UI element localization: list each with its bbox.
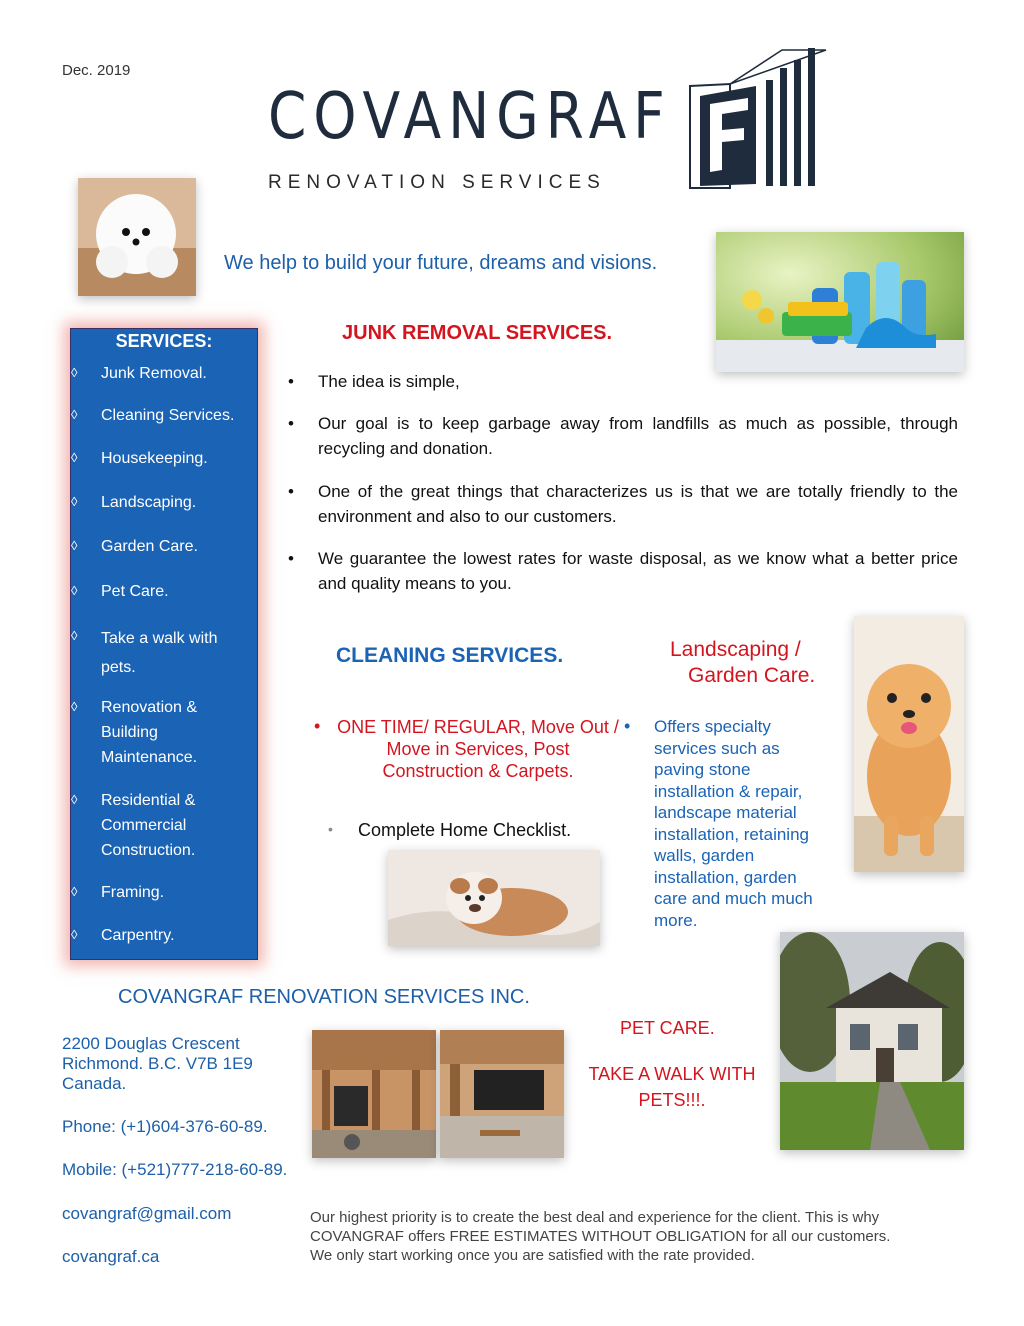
sidebar-item-framing: Framing. [101,884,165,901]
brand-name: COVANGRAF [268,80,672,154]
sidebar-item-housekeeping: Housekeeping. [101,450,208,467]
covangraf-logo-icon [686,46,830,190]
diamond-bullet-icon: ◊ [71,927,78,942]
services-sidebar [70,328,258,960]
address-line-3: Canada. [62,1074,127,1093]
walk-pets-text: TAKE A WALK WITH PETS!!!. [588,1064,756,1110]
house-photo [780,932,964,1150]
landscaping-title-line2: Garden Care. [688,664,816,687]
home-checklist: Complete Home Checklist. [358,820,572,840]
diamond-bullet-icon: ◊ [71,494,78,509]
sidebar-item-walk-with-pets: Take a walk with pets. [101,630,218,676]
landscaping-title-line1: Landscaping / [670,638,801,661]
bullet-icon: • [288,549,294,568]
diamond-bullet-icon: ◊ [71,365,78,380]
diamond-bullet-icon: ◊ [71,628,78,643]
junk-removal-title: JUNK REMOVAL SERVICES. [342,322,613,344]
mobile-number: Mobile: (+521)777-218-60-89. [62,1160,288,1179]
website-link[interactable]: covangraf.ca [62,1247,160,1266]
footer-note: Our highest priority is to create the best deal and experience for the client. This is why COVANGRAF offers FREE ESTIMATES WITHOUT OBLIGATION for all our customers. We only start working once you are satisfied with the rate provided. [310,1209,891,1264]
sidebar-item-garden-care: Garden Care. [101,538,198,555]
construction-site-photo-2 [440,1030,564,1158]
diamond-bullet-icon: ◊ [71,884,78,899]
diamond-bullet-icon: ◊ [71,450,78,465]
sidebar-item-junk-removal: Junk Removal. [101,365,207,382]
bullet-icon: • [288,414,294,433]
address-line-1: 2200 Douglas Crescent [62,1034,240,1053]
brand-subtitle: RENOVATION SERVICES [268,172,606,193]
cleaning-supplies-photo [716,232,964,372]
bullet-icon: • [624,716,631,736]
bullet-icon: • [314,716,321,736]
tagline: We help to build your future, dreams and visions. [224,252,658,274]
pet-care-text: PET CARE. [620,1018,715,1038]
diamond-bullet-icon: ◊ [71,583,78,598]
diamond-bullet-icon: ◊ [71,699,78,714]
date: Dec. 2019 [62,62,131,79]
email-link[interactable]: covangraf@gmail.com [62,1204,232,1223]
company-name: COVANGRAF RENOVATION SERVICES INC. [118,986,530,1008]
address-line-2: Richmond. B.C. V7B 1E9 [62,1054,253,1073]
landscaping-description: Offers specialty services such as paving stone installation & repair, landscape material installation, retaining walls, garden installation, garden care and much much more. [654,717,813,930]
diamond-bullet-icon: ◊ [71,538,78,553]
pomeranian-photo [854,616,964,872]
cleaning-offer: ONE TIME/ REGULAR, Move Out / Move in Services, Post Construction & Carpets. [337,717,619,781]
diamond-bullet-icon: ◊ [71,792,78,807]
services-title: SERVICES: [115,331,213,351]
sidebar-item-construction: Residential & Commercial Construction. [101,792,196,859]
bullet-icon: • [288,372,294,391]
phone-number: Phone: (+1)604-376-60-89. [62,1117,268,1136]
sidebar-item-carpentry: Carpentry. [101,927,175,944]
sidebar-item-landscaping: Landscaping. [101,494,197,511]
sidebar-item-pet-care: Pet Care. [101,583,169,600]
cleaning-services-title: CLEANING SERVICES. [336,644,564,667]
bullet-icon: • [328,821,333,837]
bulldog-puppy-photo [388,850,600,946]
construction-site-photo-1 [312,1030,436,1158]
white-puppy-photo [78,178,196,296]
diamond-bullet-icon: ◊ [71,407,78,422]
sidebar-item-cleaning-services: Cleaning Services. [101,407,235,424]
bullet-icon: • [288,482,294,501]
sidebar-item-renovation: Renovation & Building Maintenance. [101,699,198,766]
